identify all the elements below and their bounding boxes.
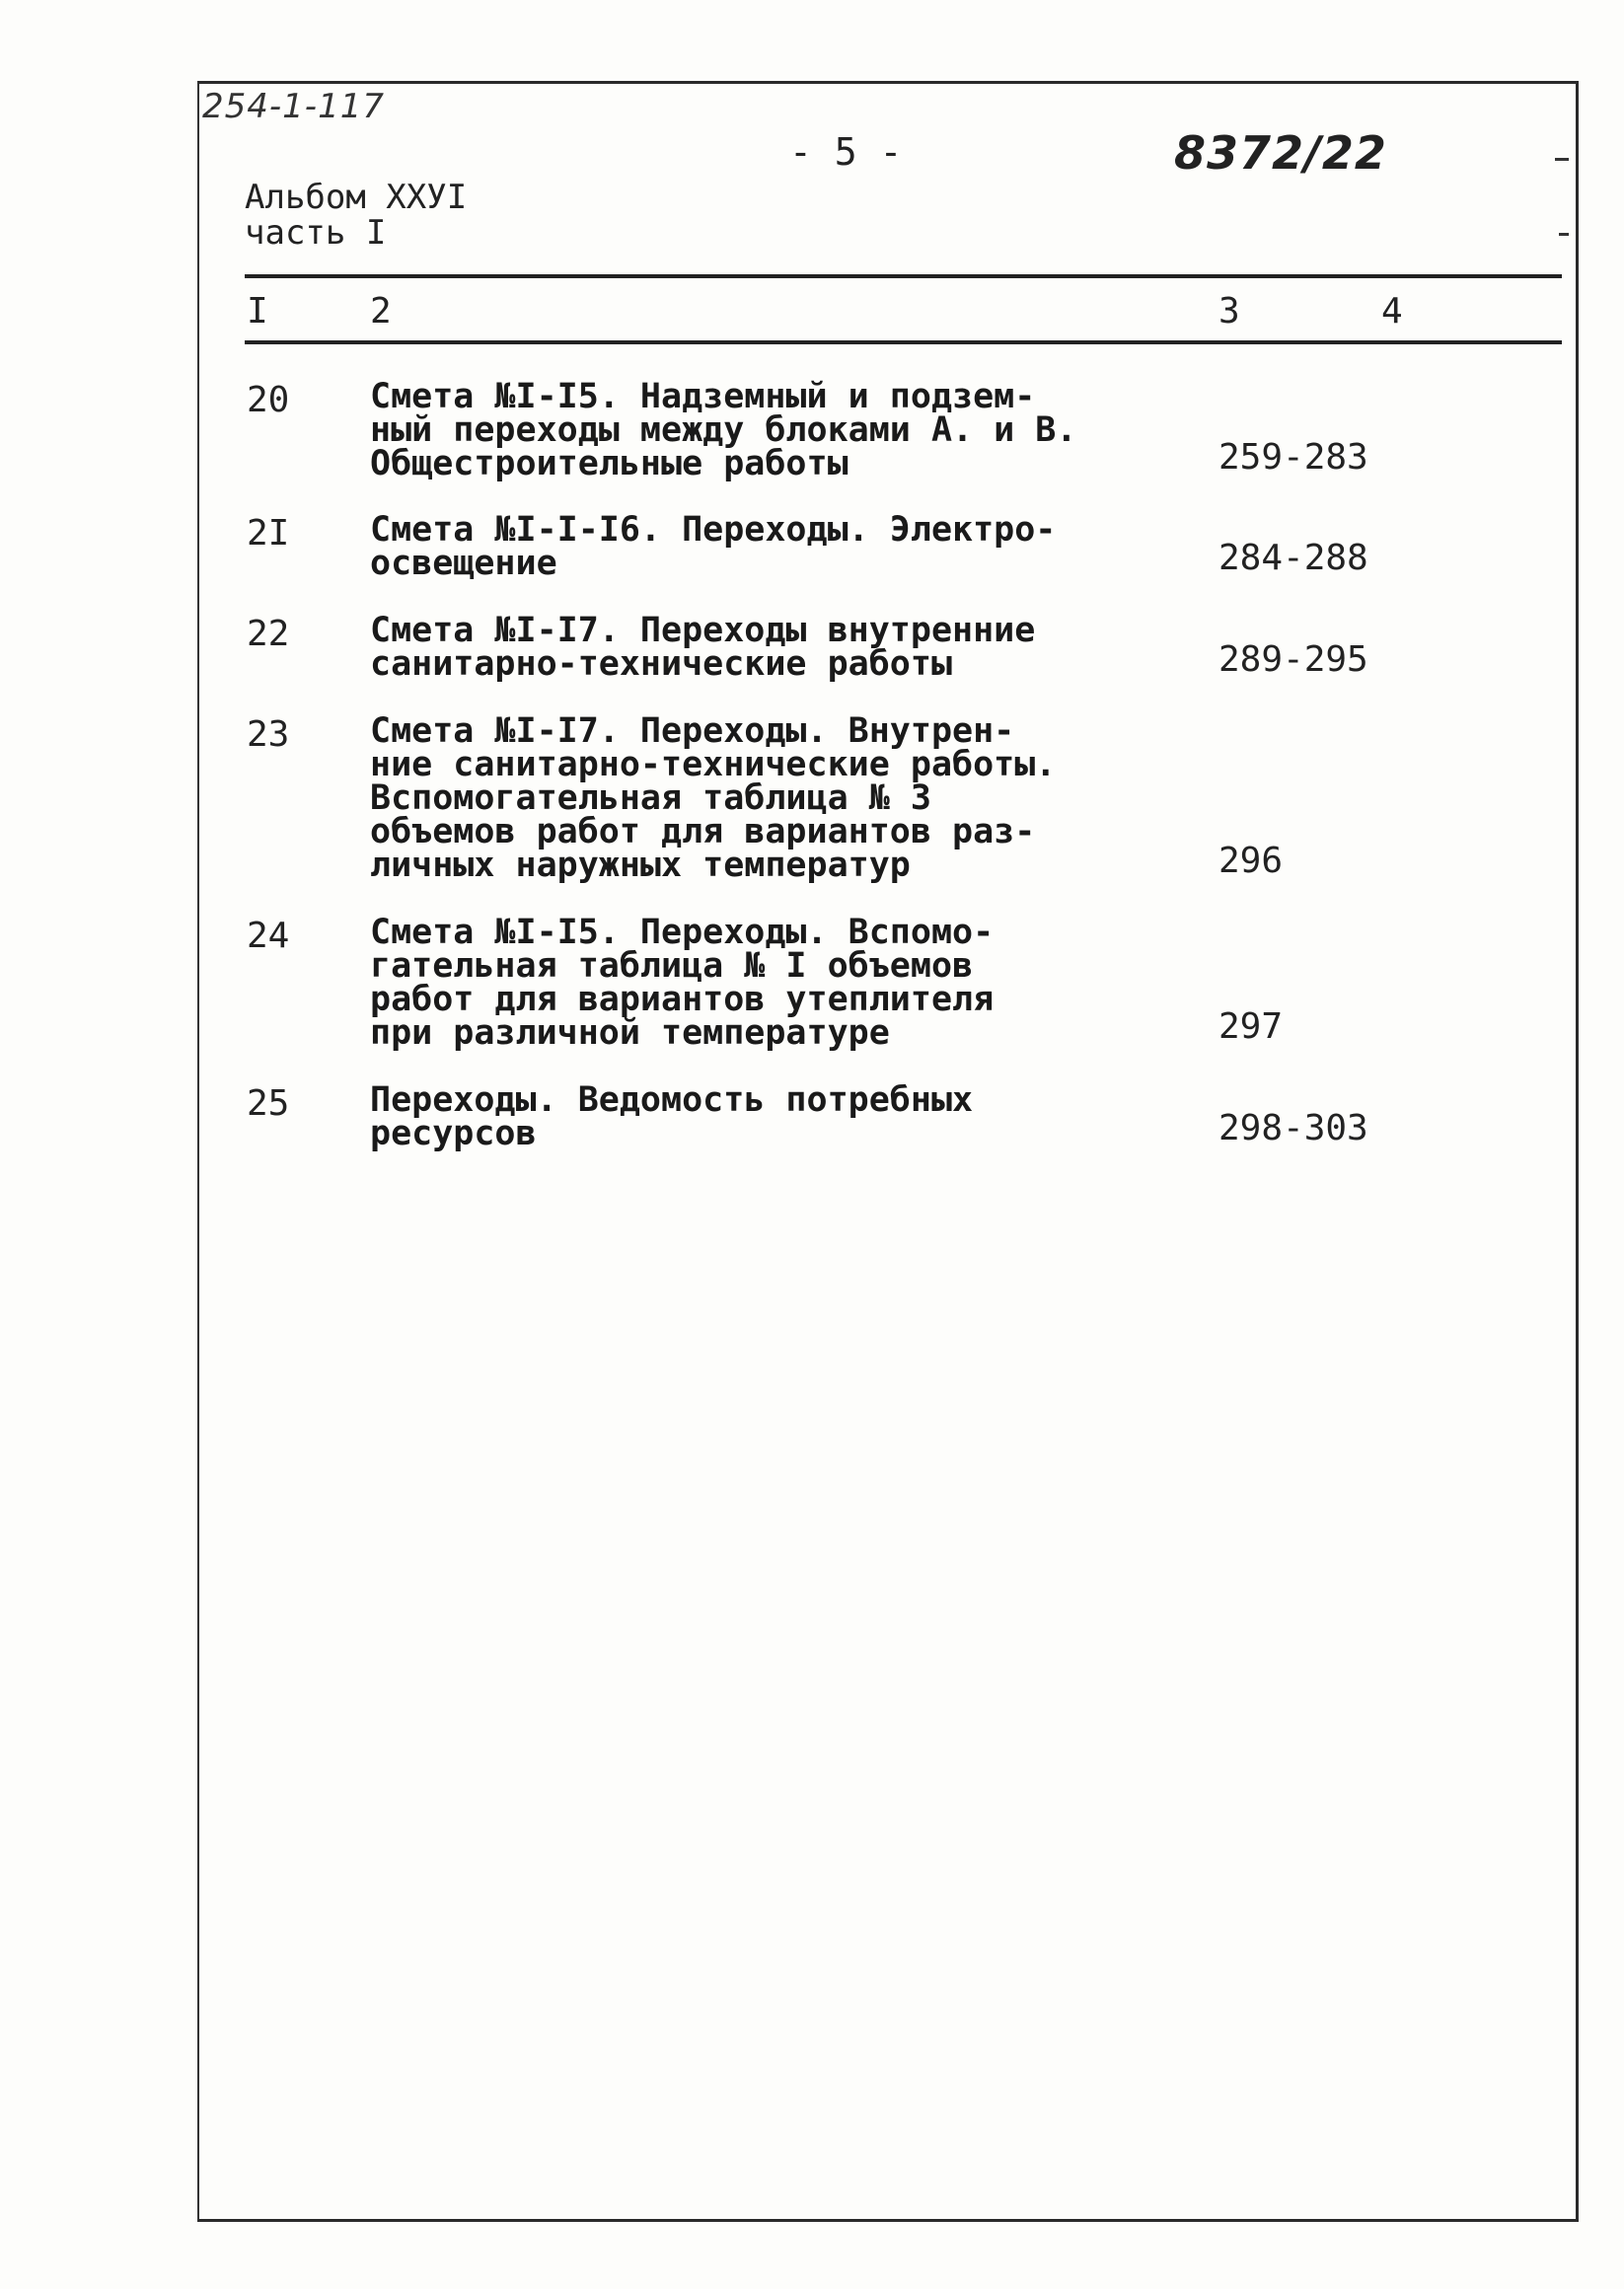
column-header-3: 3 — [1218, 291, 1240, 332]
document-code: 254-1-117 — [202, 87, 385, 126]
column-header-1: I — [247, 291, 268, 332]
row-pages: 296 — [1218, 841, 1284, 881]
row-number: 24 — [247, 916, 290, 956]
margin-mark — [1555, 158, 1569, 161]
row-description: Смета №I-I5. Переходы. Вспомо- гательная таблица № I объемов работ для вариантов утеплителя при различной температуре — [370, 913, 995, 1053]
row-description: Смета №I-I-I6. Переходы. Электро- освещение — [370, 510, 1057, 583]
page-number: - 5 - — [789, 130, 903, 174]
part-label: часть I — [245, 213, 387, 253]
margin-mark — [1559, 233, 1569, 236]
row-description: Смета №I-I5. Надземный и подзем- ный переходы между блоками А. и В. Общестроительные работы — [370, 377, 1077, 483]
row-description: Переходы. Ведомость потребных ресурсов — [370, 1080, 974, 1153]
album-label: Альбом XXУI — [245, 178, 468, 217]
row-description: Смета №I-I7. Переходы внутренние санитарно-технические работы — [370, 611, 1036, 684]
row-pages: 297 — [1218, 1006, 1284, 1047]
row-pages: 259-283 — [1218, 437, 1368, 478]
row-pages: 284-288 — [1218, 538, 1368, 578]
column-header-4: 4 — [1381, 291, 1403, 332]
sheet-code: 8372/22 — [1174, 126, 1387, 180]
row-number: 20 — [247, 380, 290, 420]
column-header-2: 2 — [370, 291, 392, 332]
row-description: Смета №I-I7. Переходы. Внутрен- ние санитарно-технические работы. Вспомогательная таблица № 3 объемов работ для вариантов раз- личных наружных температур — [370, 711, 1057, 885]
row-number: 2I — [247, 513, 290, 554]
row-pages: 289-295 — [1218, 639, 1368, 680]
row-number: 22 — [247, 614, 290, 654]
row-pages: 298-303 — [1218, 1108, 1368, 1148]
row-number: 25 — [247, 1083, 290, 1124]
table-header-rule-top — [245, 274, 1562, 278]
row-number: 23 — [247, 714, 290, 755]
table-header-rule-bottom — [245, 340, 1562, 344]
